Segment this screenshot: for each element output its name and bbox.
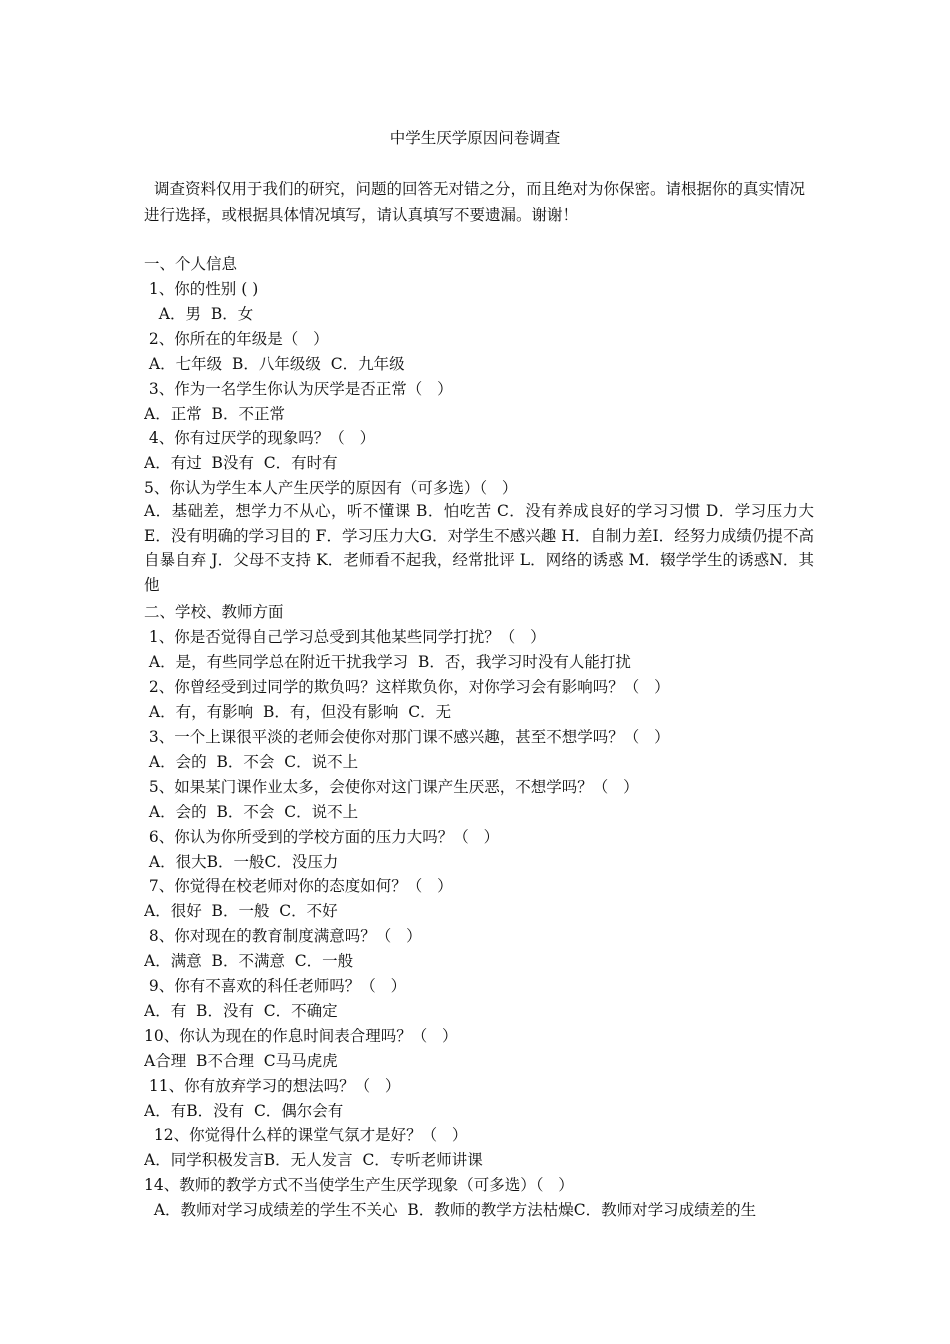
options-line: A合理 B不合理 C马马虎虎 <box>144 1052 338 1070</box>
options-line: A．有，有影响 B．有，但没有影响 C．无 <box>144 703 452 721</box>
question-line: 5、如果某门课作业太多，会使你对这门课产生厌恶，不想学吗？（ ） <box>144 778 639 796</box>
options-line: A．有过 B没有 C．有时有 <box>144 454 338 472</box>
options-line: A．七年级 B．八年级级 C．九年级 <box>144 355 405 373</box>
question-line: 12、你觉得什么样的课堂气氛才是好？（ ） <box>144 1126 468 1144</box>
options-line: A．很大B．一般C．没压力 <box>144 853 339 871</box>
question-line: 8、你对现在的教育制度满意吗？（ ） <box>144 927 422 945</box>
question-line: 10、你认为现在的作息时间表合理吗？（ ） <box>144 1027 458 1045</box>
question-line: 3、作为一名学生你认为厌学是否正常（ ） <box>144 380 453 398</box>
question-line: 9、你有不喜欢的科任老师吗？（ ） <box>144 977 407 995</box>
page-title: 中学生厌学原因问卷调查 <box>389 129 561 147</box>
intro-paragraph <box>144 176 814 228</box>
options-line: A．教师对学习成绩差的学生不关心 B．教师的教学方法枯燥C．教师对学习成绩差的生 <box>144 1201 757 1219</box>
question-line: 1、你是否觉得自己学习总受到其他某些同学打扰？（ ） <box>144 628 546 646</box>
question-line: 7、你觉得在校老师对你的态度如何？（ ） <box>144 877 453 895</box>
options-line: A．会的 B．不会 C．说不上 <box>144 803 359 821</box>
question-line: 3、一个上课很平淡的老师会使你对那门课不感兴趣，甚至不想学吗？（ ） <box>144 728 670 746</box>
options-line: A．很好 B．一般 C．不好 <box>144 902 338 920</box>
section-heading: 一、个人信息 <box>144 255 238 273</box>
question-line: 4、你有过厌学的现象吗？（ ） <box>144 429 376 447</box>
options-line: A．有B．没有 C．偶尔会有 <box>144 1102 344 1120</box>
question-line: 11、你有放弃学习的想法吗？（ ） <box>144 1077 401 1095</box>
options-line: A．会的 B．不会 C．说不上 <box>144 753 359 771</box>
q5-options-paragraph: A．基础差，想学力不从心，听不懂课 B．怕吃苦 C．没有养成良好的学习习惯 D．学习压力大 E．没有明确的学习目的 F．学习压力大G．对学生不感兴趣 H．自制力差I．经努力成绩仍提不高自暴自弃 J．父母不支持 K．老师看不起我，经常批评 L．网络的诱惑 M．辍学学生的诱惑N．其他 <box>144 502 814 595</box>
question-line: 2、你曾经受到过同学的欺负吗？这样欺负你，对你学习会有影响吗？（ ） <box>144 678 670 696</box>
question-line: 1、你的性别 ( ) <box>144 280 259 298</box>
options-line: A．同学积极发言B．无人发言 C．专听老师讲课 <box>144 1151 483 1169</box>
options-line: A．满意 B．不满意 C．一般 <box>144 952 354 970</box>
question-line: 14、教师的教学方式不当使学生产生厌学现象（可多选）（ ） <box>144 1176 574 1194</box>
options-line: A．有 B．没有 C．不确定 <box>144 1002 338 1020</box>
question-line: 2、你所在的年级是（ ） <box>144 330 329 348</box>
section-heading: 二、学校、教师方面 <box>144 603 284 621</box>
options-line: A．男 B．女 <box>144 305 254 323</box>
options-line: A．正常 B．不正常 <box>144 405 285 423</box>
question-line: 5、你认为学生本人产生厌学的原因有（可多选）（ ） <box>144 479 518 497</box>
intro-text: 调查资料仅用于我们的研究，问题的回答无对错之分，而且绝对为你保密。请根据你的真实情况进行选择，或根据具体情况填写，请认真填写不要遗漏。谢谢！ <box>144 180 806 224</box>
options-line: A．是，有些同学总在附近干扰我学习 B．否，我学习时没有人能打扰 <box>144 653 631 671</box>
question-line: 6、你认为你所受到的学校方面的压力大吗？（ ） <box>144 828 500 846</box>
